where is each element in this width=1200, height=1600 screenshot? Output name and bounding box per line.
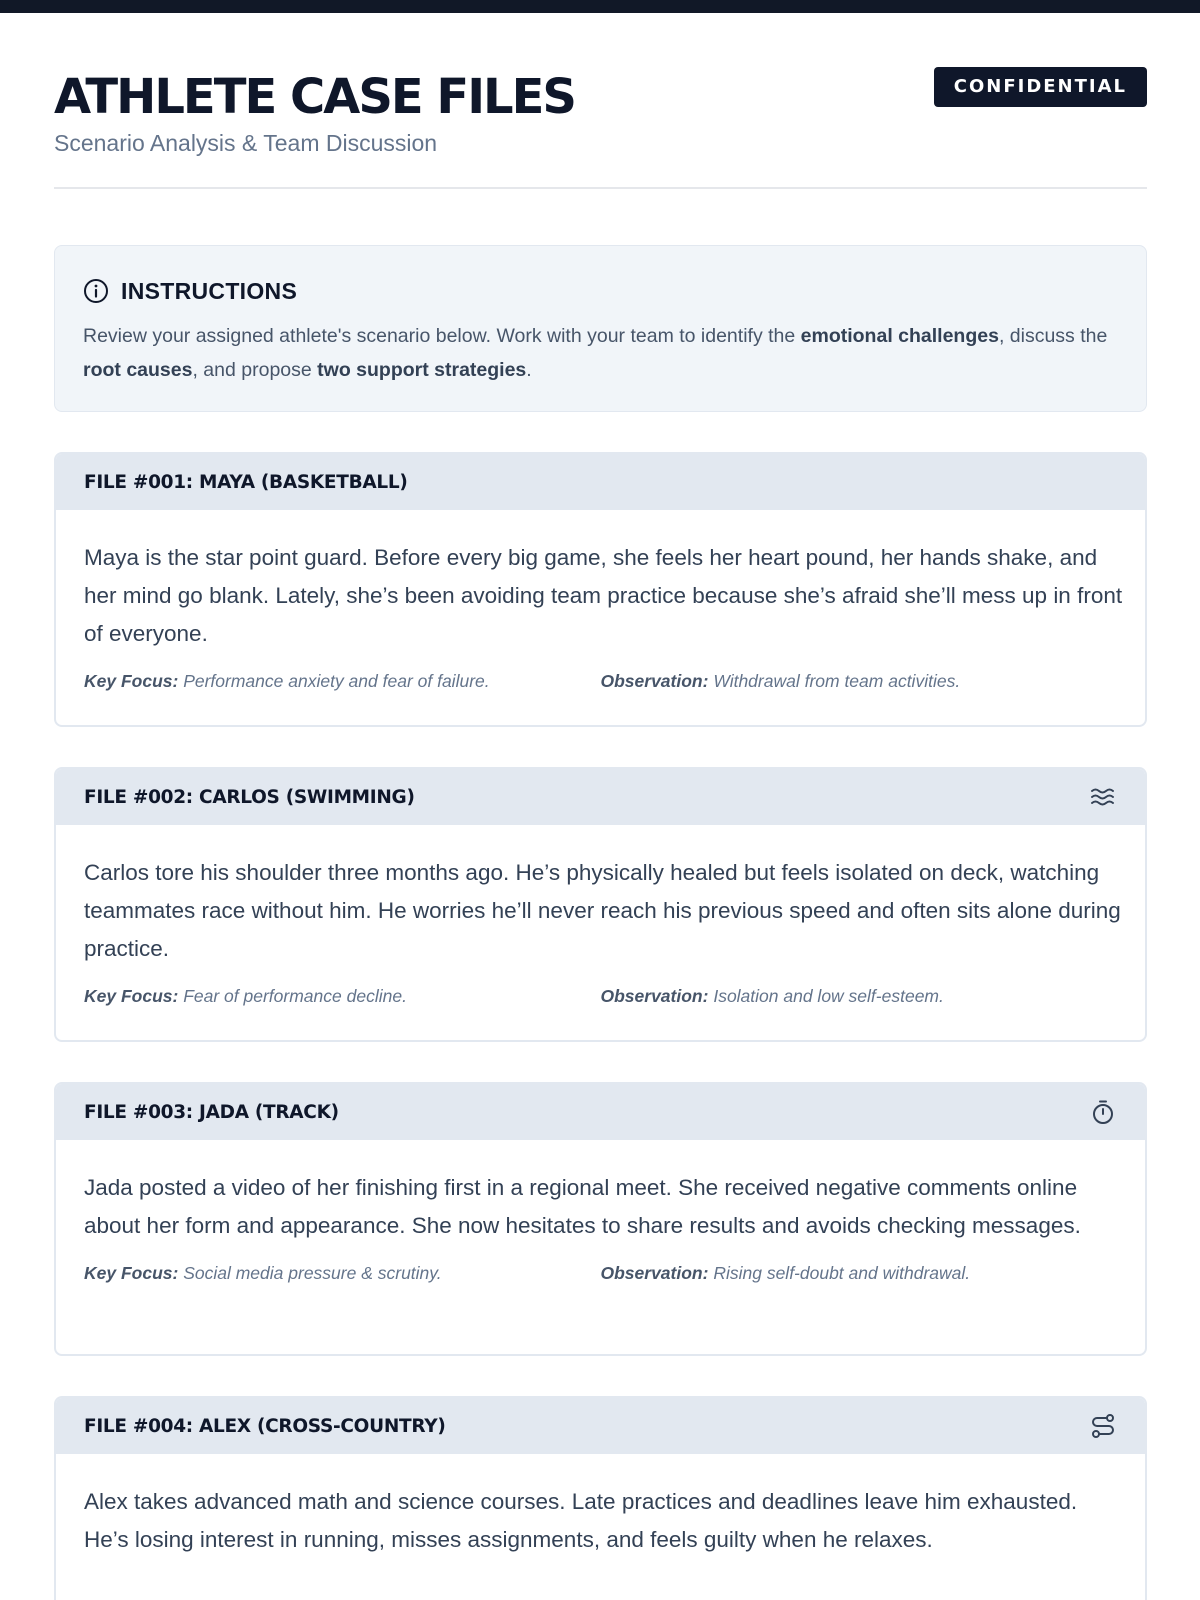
key-focus-label: Key Focus: (84, 1263, 179, 1283)
instructions-emphasis: root causes (83, 359, 193, 381)
key-focus (84, 669, 601, 693)
instructions-emphasis: emotional challenges (800, 325, 999, 347)
instructions-text-part: Review your assigned athlete's scenario below. Work with your team to identify the (83, 325, 801, 347)
stopwatch-icon (1089, 1098, 1117, 1126)
case-file-description: Jada posted a video of her finishing first in a regional meet. She received negative comments online about her form and appearance. She now hesitates to share results and avoids checking messages. (84, 1175, 1081, 1238)
observation-label: Observation: (600, 986, 709, 1006)
observation (601, 669, 1118, 693)
case-file-title: FILE #002: CARLOS (SWIMMING) (84, 786, 415, 808)
key-focus (84, 984, 601, 1008)
top-accent-bar (0, 0, 1200, 13)
case-file-header (56, 769, 1145, 825)
info-icon (83, 278, 109, 304)
case-file-card (54, 1396, 1147, 1600)
case-file-body (56, 1454, 1145, 1559)
key-focus-label: Key Focus: (84, 986, 179, 1006)
case-file-body (56, 510, 1145, 693)
route-icon (1089, 1412, 1117, 1440)
waves-icon (1089, 783, 1117, 811)
observation-label: Observation: (600, 671, 709, 691)
instructions-text-part: , and propose (192, 359, 318, 381)
observation (601, 984, 1118, 1008)
case-file-meta (84, 984, 1117, 1008)
case-file-card (54, 767, 1147, 1042)
page-title: ATHLETE CASE FILES (54, 69, 575, 125)
page-header (54, 66, 1147, 189)
instructions-header (83, 276, 297, 306)
case-file-title: FILE #003: JADA (TRACK) (84, 1101, 339, 1123)
instructions-text (83, 319, 1123, 387)
case-file-header (56, 1398, 1145, 1454)
key-focus-value: Performance anxiety and fear of failure. (183, 671, 490, 691)
key-focus (84, 1261, 601, 1285)
case-file-title: FILE #004: ALEX (CROSS-COUNTRY) (84, 1415, 446, 1437)
instructions-panel (54, 245, 1147, 412)
page-subtitle: Scenario Analysis & Team Discussion (54, 130, 438, 156)
case-file-body (56, 1140, 1145, 1285)
observation (601, 1261, 1118, 1285)
instructions-text-part: . (526, 359, 532, 381)
instructions-title: INSTRUCTIONS (121, 277, 298, 304)
instructions-emphasis: two support strategies (317, 359, 527, 381)
observation-value: Isolation and low self-esteem. (713, 986, 944, 1006)
case-file-header (56, 1084, 1145, 1140)
observation-label: Observation: (600, 1263, 709, 1283)
case-file-description: Maya is the star point guard. Before every big game, she feels her heart pound, her hands shake, and her mind go blank. Lately, she’s been avoiding team practice because she’s afraid she’ll mess up in front of everyone. (84, 545, 1123, 646)
case-file-body (56, 825, 1145, 1008)
key-focus-value: Social media pressure & scrutiny. (183, 1263, 442, 1283)
case-file-meta (84, 1261, 1117, 1285)
confidential-badge: CONFIDENTIAL (934, 67, 1147, 107)
case-file-description: Carlos tore his shoulder three months ago. He’s physically healed but feels isolated on deck, watching teammates race without him. He worries he’ll never reach his previous speed and often sits alone during practice. (84, 860, 1121, 961)
key-focus-label: Key Focus: (84, 671, 179, 691)
case-file-title: FILE #001: MAYA (BASKETBALL) (84, 471, 408, 493)
instructions-text-part: , discuss the (998, 325, 1108, 347)
observation-value: Rising self-doubt and withdrawal. (713, 1263, 971, 1283)
key-focus-value: Fear of performance decline. (183, 986, 407, 1006)
case-file-meta (84, 669, 1117, 693)
case-file-description: Alex takes advanced math and science courses. Late practices and deadlines leave him exhausted. He’s losing interest in running, misses assignments, and feels guilty when he relaxes. (84, 1489, 1078, 1552)
case-file-header (56, 454, 1145, 510)
case-file-card (54, 452, 1147, 727)
case-file-card (54, 1082, 1147, 1356)
observation-value: Withdrawal from team activities. (713, 671, 961, 691)
